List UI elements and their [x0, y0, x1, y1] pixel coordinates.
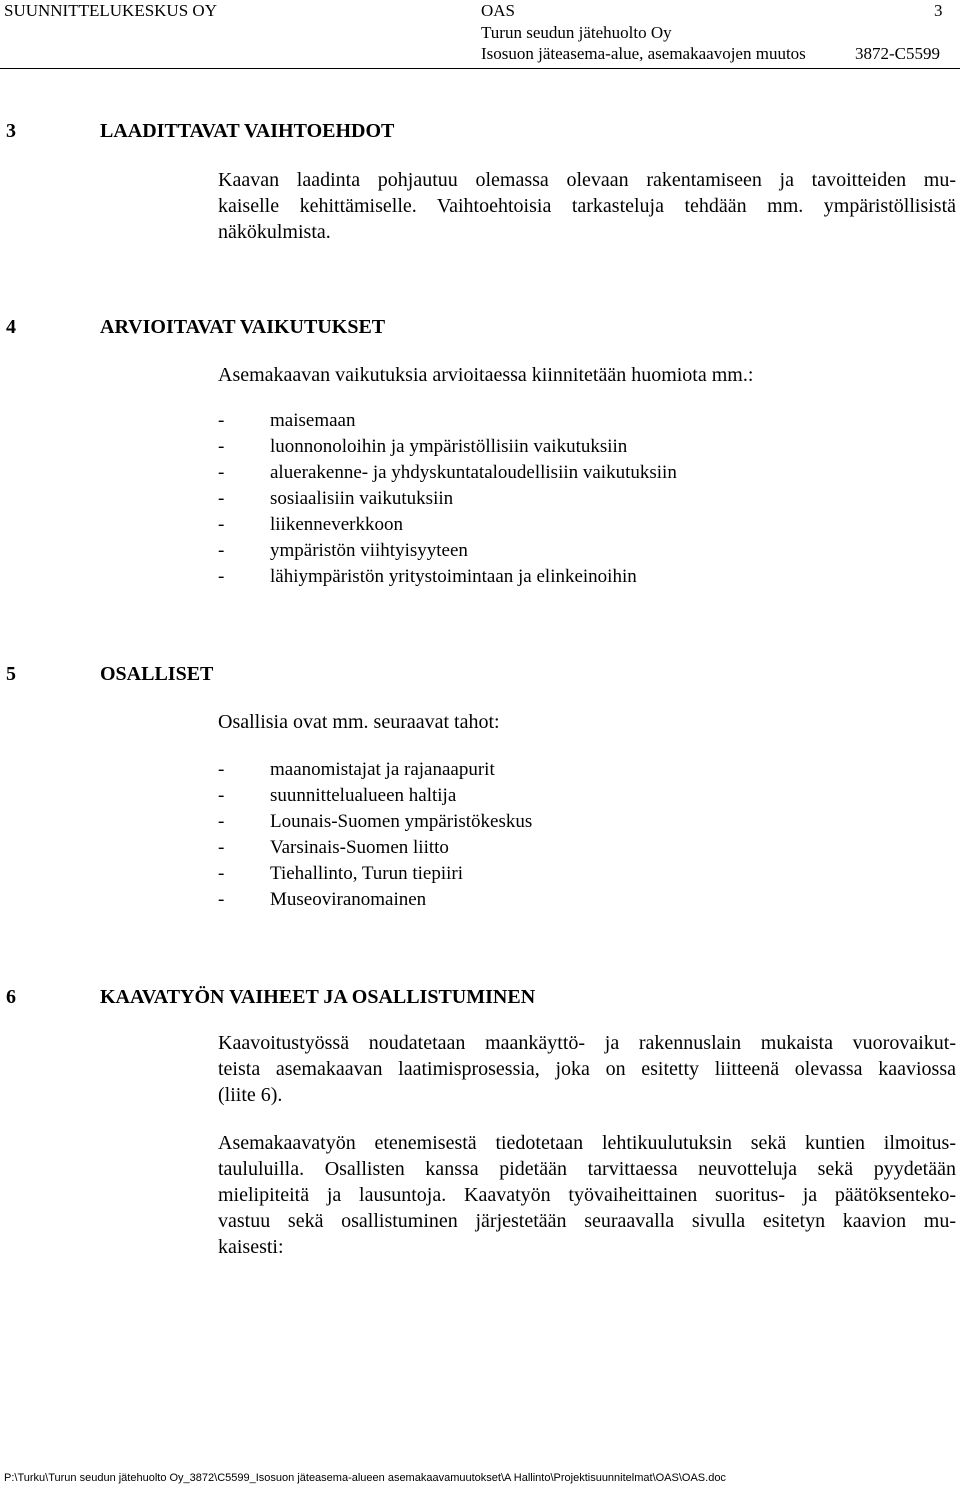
section-4-title: ARVIOITAVAT VAIKUTUKSET — [100, 316, 386, 338]
footer-file-path: P:\Turku\Turun seudun jätehuolto Oy_3872\C5599_Isosuon jäteasema-alueen asemakaavamuutokset\A Hallinto\Projektisuunnitelmat\OAS\OAS.doc — [4, 1472, 726, 1484]
list-item: liikenneverkkoon — [270, 514, 403, 535]
section-4-list — [0, 408, 960, 598]
list-item: Varsinais-Suomen liitto — [270, 837, 449, 858]
section-3-paragraph — [218, 167, 956, 245]
list-item: luonnonoloihin ja ympäristöllisiin vaikutuksiin — [270, 436, 628, 457]
list-marker: - — [218, 566, 225, 587]
list-marker: - — [218, 811, 225, 832]
paragraph-line: kaiselle kehittämiselle. Vaihtoehtoisia tarkasteluja tehdään mm. ympäristöllisistä — [218, 195, 956, 217]
section-6-paragraph-2 — [218, 1130, 956, 1260]
list-item: Tiehallinto, Turun tiepiiri — [270, 863, 464, 884]
paragraph-line: mielipiteitä ja lausuntoja. Kaavatyön työvaiheittainen suoritus- ja päätöksenteko- — [218, 1184, 956, 1206]
list-marker: - — [218, 540, 225, 561]
header-project-code: 3872-C5599 — [855, 44, 940, 63]
list-marker: - — [218, 514, 225, 535]
paragraph-line: teista asemakaavan laatimisprosessia, joka on esitetty liitteenä olevassa kaaviossa — [218, 1058, 956, 1080]
list-item: maanomistajat ja rajanaapurit — [270, 759, 495, 780]
list-item: lähiympäristön yritystoimintaan ja elinkeinoihin — [270, 566, 637, 587]
header-page-number: 3 — [934, 1, 943, 20]
paragraph-line: taululuilla. Osallisten kanssa pidetään tarvittaessa neuvotteluja sekä pyydetään — [218, 1158, 956, 1180]
section-4-number: 4 — [6, 316, 16, 338]
list-item: suunnittelualueen haltija — [270, 785, 457, 806]
section-6-title: KAAVATYÖN VAIHEET JA OSALLISTUMINEN — [100, 986, 536, 1008]
header-client: Turun seudun jätehuolto Oy — [481, 23, 672, 42]
section-6-paragraph-1 — [218, 1030, 956, 1108]
section-6-number: 6 — [6, 986, 16, 1008]
section-5-intro: Osallisia ovat mm. seuraavat tahot: — [218, 711, 500, 733]
list-marker: - — [218, 837, 225, 858]
list-item: Lounais-Suomen ympäristökeskus — [270, 811, 533, 832]
paragraph-line: (liite 6). — [218, 1084, 283, 1106]
list-item: sosiaalisiin vaikutuksiin — [270, 488, 454, 509]
header-org: SUUNNITTELUKESKUS OY — [4, 1, 217, 20]
section-5-list — [0, 757, 960, 917]
list-item: maisemaan — [270, 410, 356, 431]
paragraph-line: vastuu sekä osallistuminen järjestetään seuraavalla sivulla esitetyn kaavion mu- — [218, 1210, 956, 1232]
paragraph-line: Kaavoitustyössä noudatetaan maankäyttö- ja rakennuslain mukaista vuorovaikut- — [218, 1032, 956, 1054]
paragraph-line: näkökulmista. — [218, 221, 331, 243]
list-marker: - — [218, 785, 225, 806]
list-marker: - — [218, 759, 225, 780]
list-marker: - — [218, 889, 225, 910]
list-marker: - — [218, 488, 225, 509]
list-marker: - — [218, 863, 225, 884]
section-5-title: OSALLISET — [100, 663, 214, 685]
paragraph-line: Kaavan laadinta pohjautuu olemassa olevaan rakentamiseen ja tavoitteiden mu- — [218, 169, 956, 191]
list-marker: - — [218, 462, 225, 483]
paragraph-line: kaisesti: — [218, 1236, 284, 1258]
section-4-intro: Asemakaavan vaikutuksia arvioitaessa kiinnitetään huomiota mm.: — [218, 364, 754, 386]
list-item: aluerakenne- ja yhdyskuntataloudellisiin vaikutuksiin — [270, 462, 677, 483]
list-marker: - — [218, 436, 225, 457]
list-marker: - — [218, 410, 225, 431]
list-item: ympäristön viihtyisyyteen — [270, 540, 468, 561]
header-doc-type: OAS — [481, 1, 516, 20]
paragraph-line: Asemakaavatyön etenemisestä tiedotetaan lehtikuulutuksin sekä kuntien ilmoitus- — [218, 1132, 956, 1154]
section-3-number: 3 — [6, 120, 16, 142]
list-item: Museoviranomainen — [270, 889, 427, 910]
header-rule — [0, 68, 960, 69]
section-3-title: LAADITTAVAT VAIHTOEHDOT — [100, 120, 395, 142]
header-project: Isosuon jäteasema-alue, asemakaavojen muutos — [481, 44, 806, 63]
section-5-number: 5 — [6, 663, 16, 685]
